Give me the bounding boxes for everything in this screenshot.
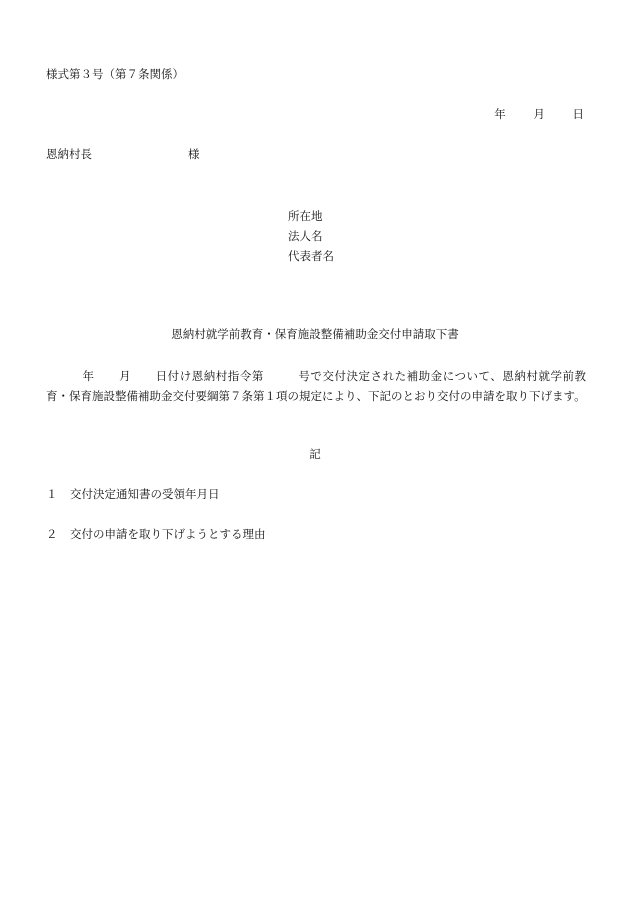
item-number: ２: [46, 527, 58, 541]
applicant-block: [288, 206, 334, 266]
applicant-address-label: 所在地: [288, 209, 323, 223]
item-text: 交付決定通知書の受領年月日: [70, 487, 220, 501]
ki-heading: 記: [309, 447, 321, 461]
body-dated-notice: 日付け恩納村指令第: [155, 369, 264, 383]
body-year: 年: [82, 369, 95, 383]
document-title: 恩納村就学前教育・保育施設整備補助金交付申請取下書: [171, 327, 459, 341]
body-rest: 号で交付決定された補助金について、恩納村就学前教育・保育施設整備補助金交付要綱第７条第１項の規定により、下記のとおり交付の申請を取り下げます。: [46, 369, 587, 403]
form-number: 様式第３号（第７条関係）: [46, 67, 184, 81]
list-item: [46, 526, 266, 542]
list-item: [46, 486, 220, 502]
addressee-title: 恩納村長: [46, 147, 92, 161]
date-day-label: 日: [572, 107, 584, 121]
item-number: １: [46, 487, 58, 501]
date-month-label: 月: [533, 107, 545, 121]
item-text: 交付の申請を取り下げようとする理由: [70, 527, 266, 541]
addressee-honorific: 様: [188, 147, 200, 161]
date-year-label: 年: [494, 107, 506, 121]
date-line: [470, 106, 584, 122]
addressee: [46, 146, 200, 162]
body-month: 月: [118, 369, 132, 383]
body-paragraph: [46, 366, 586, 406]
applicant-representative-label: 代表者名: [288, 249, 334, 263]
applicant-corporation-label: 法人名: [288, 229, 323, 243]
